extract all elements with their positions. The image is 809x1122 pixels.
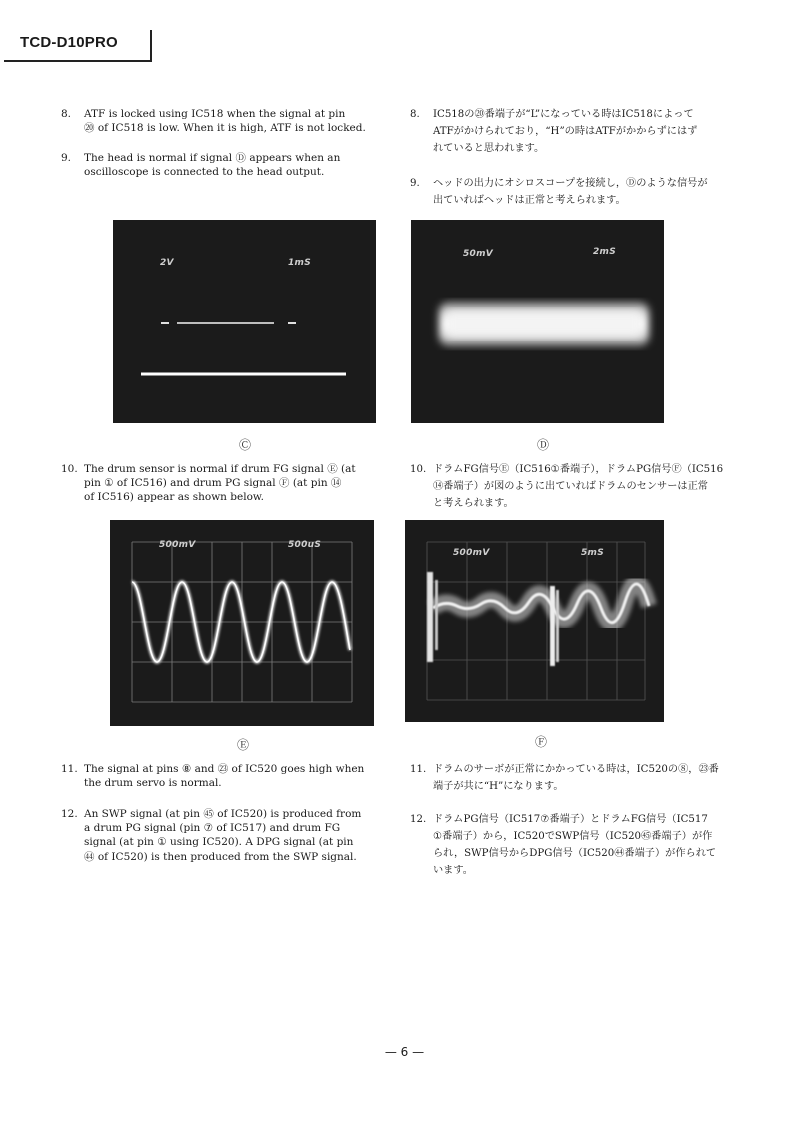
item-text: ドラムFG信号Ⓔ（IC516①番端子），ドラムPG信号Ⓕ（IC516 ⑭番端子）が図のように出ていればドラムのセンサーは正常 と考えられます。 bbox=[433, 464, 724, 509]
caption-c: Ⓒ bbox=[238, 438, 251, 452]
item-text: ドラムのサーボが正常にかかっている時は，IC520の⑧，㉓番 端子が共に“H”になります。 bbox=[433, 764, 719, 792]
caption-d: Ⓓ bbox=[536, 438, 549, 452]
item-text: ATF is locked using IC518 when the signal at pin ⑳ of IC518 is low. When it is high, ATF is not locked. bbox=[84, 108, 366, 135]
model-title: TCD-D10PRO bbox=[20, 34, 118, 51]
item-number: 12. bbox=[61, 808, 78, 820]
item-text: IC518の⑳番端子が“L”になっている時はIC518によって ATFがかけられており，“H”の時はATFがかからずにはず れていると思われます。 bbox=[433, 109, 698, 154]
volts-per-div-label: 500mV bbox=[453, 548, 490, 558]
right-item-12 bbox=[410, 811, 740, 879]
trace-d bbox=[411, 220, 664, 423]
time-per-div-label: 5mS bbox=[581, 548, 605, 558]
item-text: An SWP signal (at pin ㊺ of IC520) is produced from a drum PG signal (pin ⑦ of IC517) and drum FG signal (at pin ① using IC520). A DPG signal (at pin ㊹ of IC520) is then produced from the SWP signal. bbox=[84, 808, 362, 863]
volts-per-div-label: 50mV bbox=[463, 249, 494, 259]
item-text: The signal at pins ⑧ and ㉓ of IC520 goes high when the drum servo is normal. bbox=[84, 763, 365, 790]
right-item-8 bbox=[410, 106, 740, 157]
oscilloscope-photo-f bbox=[405, 520, 664, 722]
page-number: — 6 — bbox=[384, 1045, 425, 1059]
item-number: 8. bbox=[410, 109, 420, 120]
item-number: 9. bbox=[410, 178, 420, 189]
item-number: 12. bbox=[410, 814, 427, 825]
left-item-12 bbox=[61, 807, 381, 864]
volts-per-div-label: 500mV bbox=[159, 540, 196, 550]
left-item-8 bbox=[61, 107, 381, 135]
oscilloscope-photo-d bbox=[411, 220, 664, 423]
item-number: 10. bbox=[61, 463, 78, 475]
item-number: 9. bbox=[61, 152, 72, 164]
item-number: 11. bbox=[61, 763, 78, 775]
volts-per-div-label: 2V bbox=[160, 258, 174, 268]
caption-f: Ⓕ bbox=[534, 735, 547, 749]
right-item-9 bbox=[410, 175, 740, 209]
oscilloscope-photo-e bbox=[110, 520, 374, 726]
header-divider bbox=[4, 60, 152, 62]
trace-c bbox=[113, 220, 376, 423]
item-number: 8. bbox=[61, 108, 72, 120]
time-per-div-label: 2mS bbox=[593, 247, 617, 257]
trace-f bbox=[405, 520, 664, 722]
item-text: The head is normal if signal Ⓓ appears when an oscilloscope is connected to the head output. bbox=[84, 152, 341, 179]
item-number: 10. bbox=[410, 464, 427, 475]
item-text: The drum sensor is normal if drum FG signal Ⓔ (at pin ① of IC516) and drum PG signal Ⓕ (at pin ⑭ of IC516) appear as shown below. bbox=[84, 463, 356, 504]
time-per-div-label: 1mS bbox=[288, 258, 312, 268]
right-item-10 bbox=[410, 461, 740, 512]
right-item-11 bbox=[410, 761, 740, 795]
header-divider-vertical bbox=[150, 30, 152, 61]
left-item-10 bbox=[61, 462, 381, 505]
caption-e: Ⓔ bbox=[236, 738, 249, 752]
oscilloscope-photo-c bbox=[113, 220, 376, 423]
trace-e bbox=[110, 520, 374, 726]
item-number: 11. bbox=[410, 764, 427, 775]
left-item-9 bbox=[61, 151, 381, 179]
item-text: ドラムPG信号（IC517⑦番端子）とドラムFG信号（IC517 ①番端子）から，IC520でSWP信号（IC520㊺番端子）が作 られ，SWP信号からDPG信号（IC520㊹番端子）が作られて います。 bbox=[433, 814, 717, 876]
time-per-div-label: 500uS bbox=[288, 540, 322, 550]
item-text: ヘッドの出力にオシロスコープを接続し，Ⓓのような信号が 出ていればヘッドは正常と考えられます。 bbox=[433, 178, 708, 206]
left-item-11 bbox=[61, 762, 381, 790]
